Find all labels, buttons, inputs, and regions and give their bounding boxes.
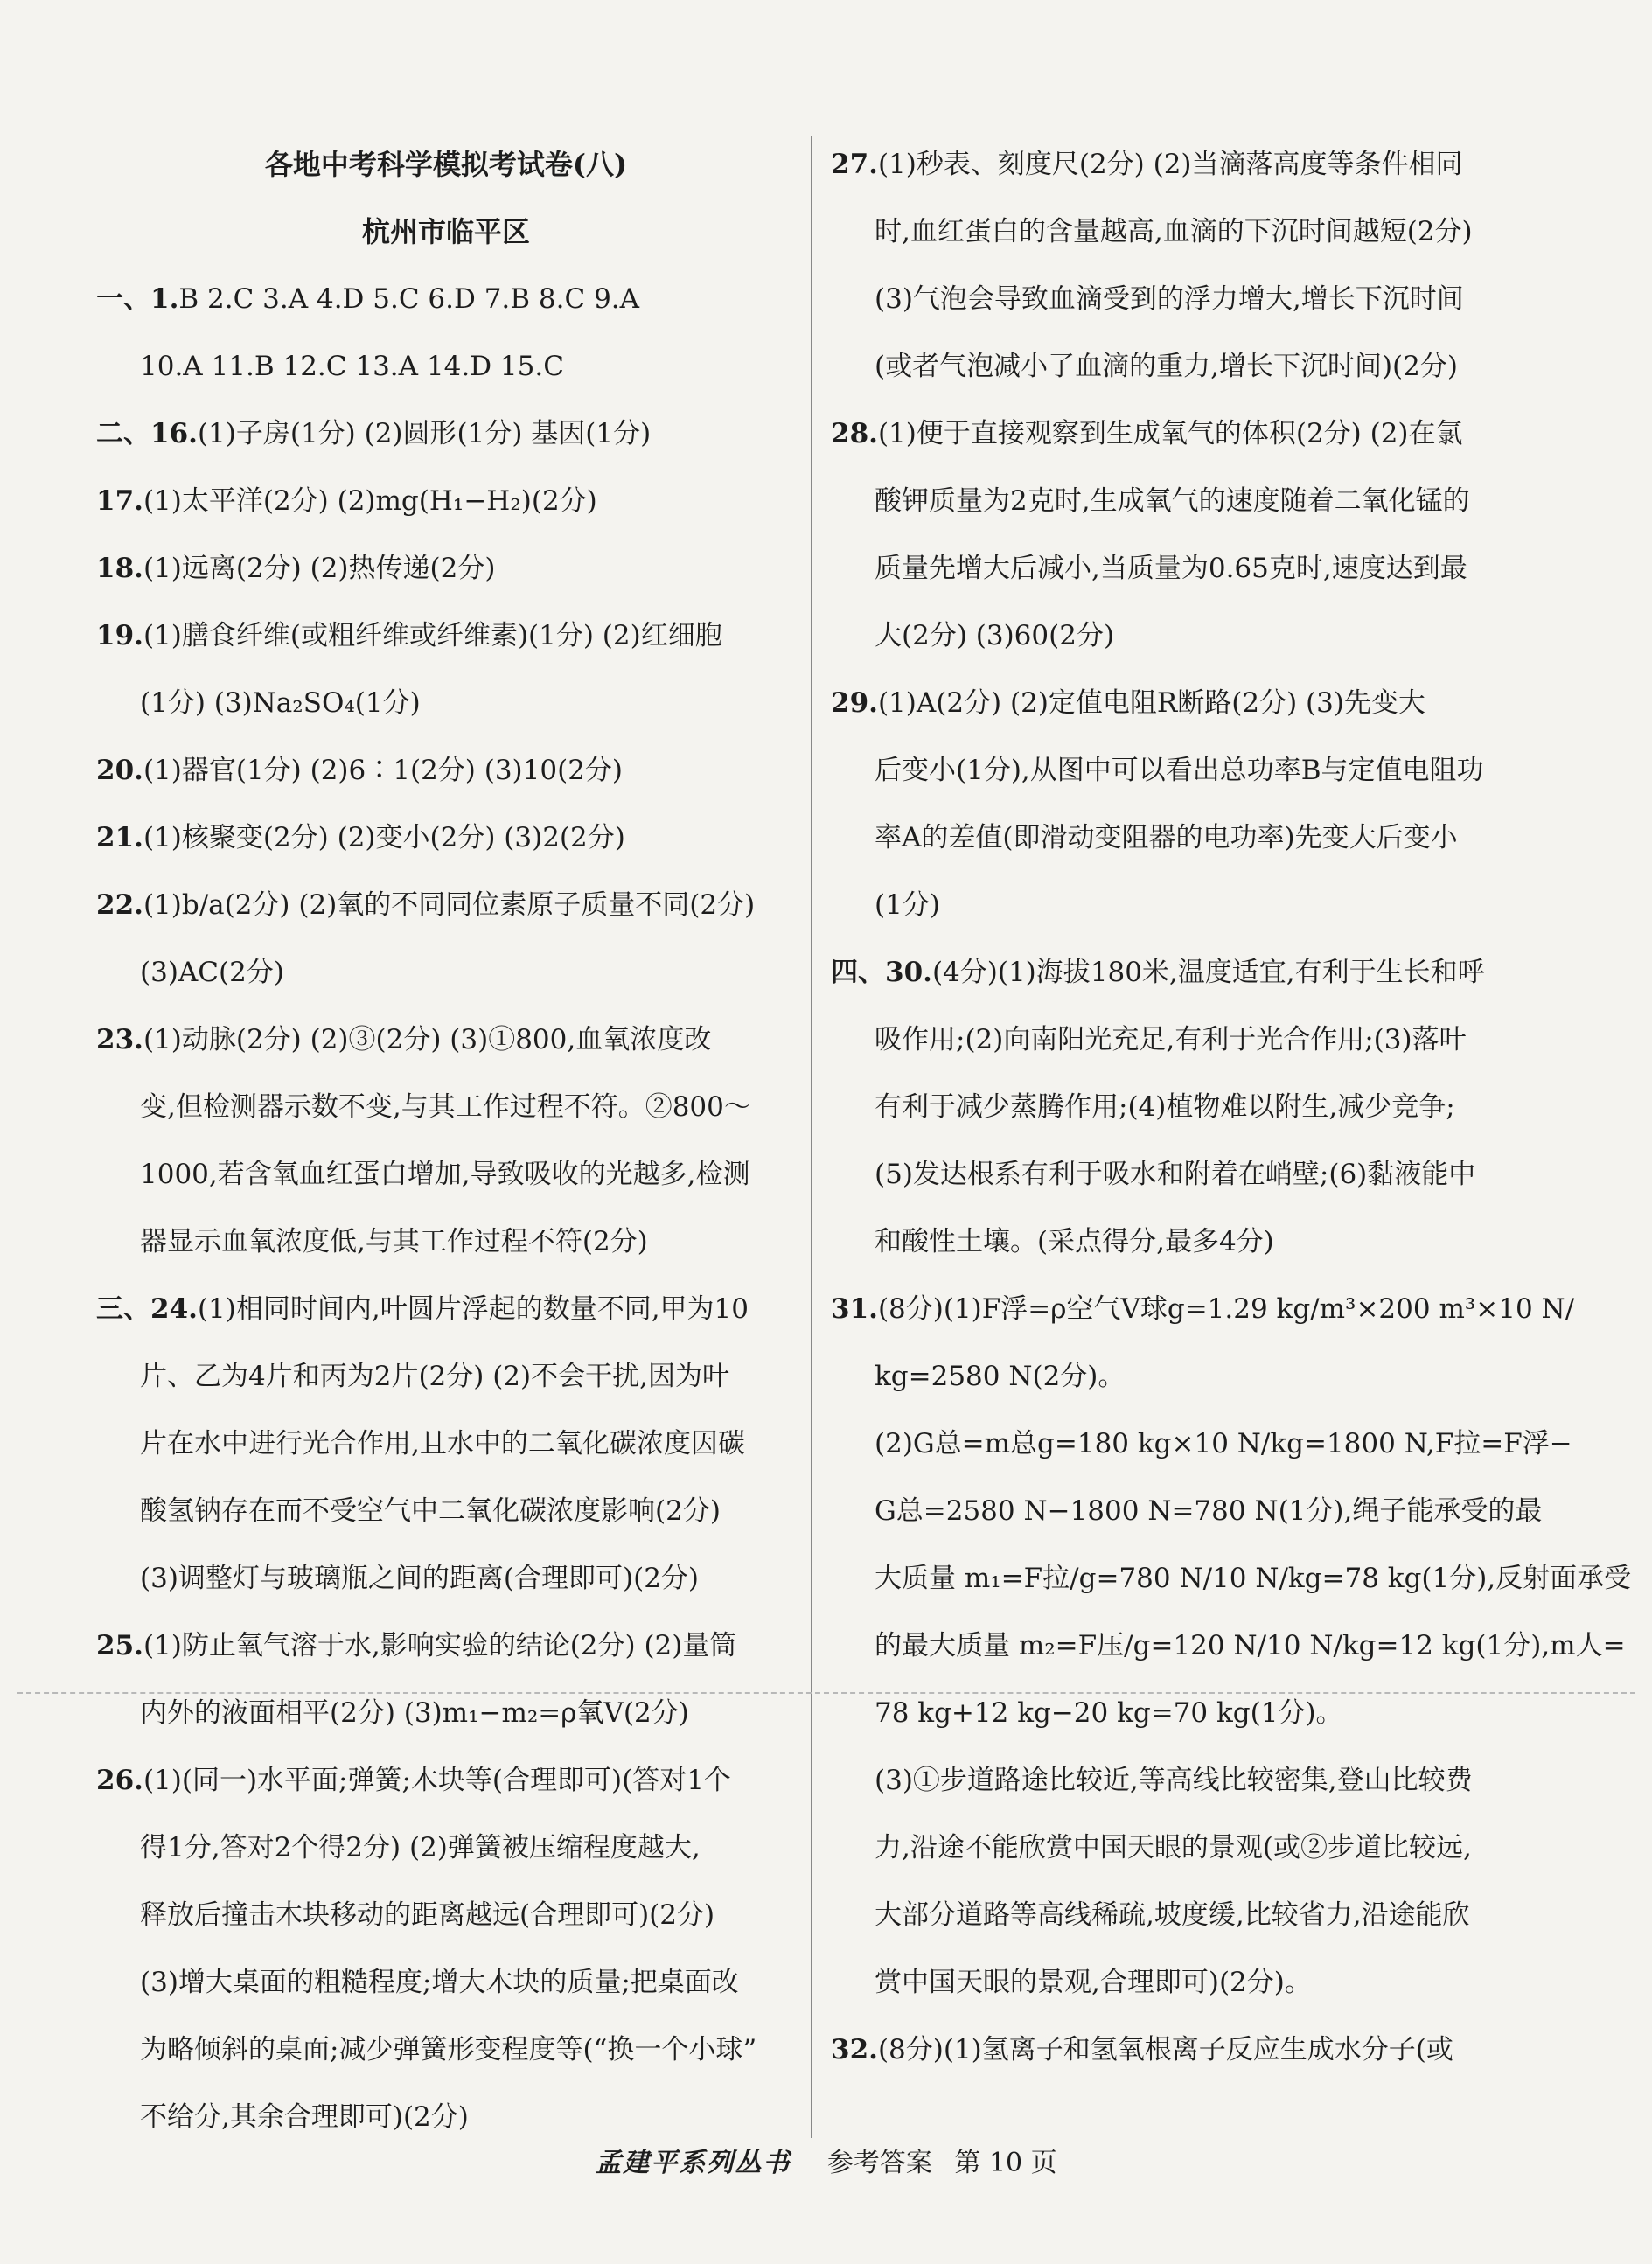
answer-text: 片在水中进行光合作用,且水中的二氧化碳浓度因碳 (140, 1428, 745, 1459)
footer-brand: 孟建平系列丛书 (595, 2148, 791, 2178)
answer-text: (1)防止氧气溶于水,影响实验的结论(2分) (2)量筒 (143, 1630, 737, 1661)
answer-text: 大质量 m₁=F拉/g=780 N/10 N/kg=78 kg(1分),反射面承受 (875, 1563, 1632, 1594)
answer-text: 为略倾斜的桌面;减少弹簧形变程度等(“换一个小球” (140, 2034, 757, 2065)
answer-line (96, 1949, 796, 2017)
answer-text: 的最大质量 m₂=F压/g=120 N/10 N/kg=12 kg(1分),m人= (875, 1630, 1626, 1661)
answer-text: 大部分道路等高线稀疏,坡度缓,比较省力,沿途能欣 (875, 1899, 1470, 1931)
answer-line (96, 333, 796, 401)
answer-line (96, 1007, 796, 1074)
answer-line (96, 872, 796, 939)
answer-text: (3)气泡会导致血滴受到的浮力增大,增长下沉时间 (875, 283, 1464, 315)
question-number: 32. (831, 2034, 878, 2065)
answer-line (831, 603, 1522, 670)
answer-text: (1)核聚变(2分) (2)变小(2分) (3)2(2分) (143, 822, 625, 853)
answer-line (96, 1209, 796, 1276)
answer-text: (3)①步道路途比较近,等高线比较密集,登山比较费 (875, 1765, 1473, 1796)
footer-page-number: 第 10 页 (954, 2148, 1057, 2178)
answer-text: 率A的差值(即滑动变阻器的电功率)先变大后变小 (875, 822, 1458, 853)
answer-line (96, 1074, 796, 1141)
answer-line (831, 1007, 1522, 1074)
answer-line (96, 1613, 796, 1680)
question-number: 18. (96, 553, 143, 584)
answer-line (831, 2017, 1522, 2084)
question-number: 四、30. (831, 957, 932, 988)
answer-line (831, 1545, 1632, 1613)
page-footer (0, 2141, 1652, 2179)
answer-line (831, 939, 1522, 1007)
question-number: 27. (831, 149, 878, 180)
page-title: 各地中考科学模拟考试卷(八) (264, 148, 628, 181)
question-number: 23. (96, 1024, 143, 1055)
answer-text: (1)(同一)水平面;弹簧;木块等(合理即可)(答对1个 (143, 1765, 731, 1796)
answer-text: (1)秒表、刻度尺(2分) (2)当滴落高度等条件相同 (877, 149, 1463, 180)
answer-text: (5)发达根系有利于吸水和附着在峭壁;(6)黏液能中 (875, 1159, 1476, 1190)
answer-text: (3)AC(2分) (140, 957, 284, 988)
answer-line (831, 805, 1522, 872)
question-number: 26. (96, 1765, 143, 1796)
answer-line (96, 468, 796, 535)
answer-line (96, 1747, 796, 1815)
left-column (96, 131, 796, 2151)
answer-text: (8分)(1)F浮=ρ空气V球g=1.29 kg/m³×200 m³×10 N/ (877, 1293, 1575, 1325)
page-subtitle: 杭州市临平区 (361, 215, 530, 248)
answer-text: G总=2580 N−1800 N=780 N(1分),绳子能承受的最 (875, 1495, 1543, 1527)
answer-line (831, 1613, 1626, 1680)
answer-line (831, 401, 1522, 468)
answer-line (96, 535, 796, 603)
answer-text: 赏中国天眼的景观,合理即可)(2分)。 (875, 1967, 1312, 1998)
answer-text: (1)器官(1分) (2)6∶1(2分) (3)10(2分) (143, 755, 624, 786)
answer-line (96, 670, 796, 737)
answer-text: (1)相同时间内,叶圆片浮起的数量不同,甲为10 (197, 1293, 749, 1325)
answer-text: kg=2580 N(2分)。 (875, 1361, 1126, 1392)
right-column (831, 131, 1632, 2084)
answer-line (96, 805, 796, 872)
answer-text: B 2.C 3.A 4.D 5.C 6.D 7.B 8.C 9.A (178, 283, 640, 315)
answer-line (831, 1815, 1522, 1882)
answer-text: 不给分,其余合理即可)(2分) (140, 2101, 469, 2133)
answer-line (831, 199, 1522, 266)
answer-line (96, 1815, 796, 1882)
answer-line (96, 401, 796, 468)
answer-line (831, 266, 1522, 333)
question-number: 31. (831, 1293, 878, 1325)
question-number: 21. (96, 822, 143, 853)
answer-line (96, 266, 796, 333)
answer-line (831, 131, 1522, 199)
answer-line (831, 1074, 1522, 1141)
answer-line (831, 1478, 1543, 1545)
answer-text: 和酸性土壤。(采点得分,最多4分) (875, 1226, 1274, 1257)
answer-text: 有利于减少蒸腾作用;(4)植物难以附生,减少竞争; (875, 1091, 1455, 1123)
answer-line (96, 1141, 796, 1209)
answer-text: 10.A 11.B 12.C 13.A 14.D 15.C (140, 351, 564, 382)
question-number: 19. (96, 620, 143, 651)
answer-text: 力,沿途不能欣赏中国天眼的景观(或②步道比较远, (875, 1832, 1472, 1863)
question-number: 三、24. (96, 1293, 198, 1325)
answer-text: (3)增大桌面的粗糙程度;增大木块的质量;把桌面改 (140, 1967, 739, 1998)
answer-text: (3)调整灯与玻璃瓶之间的距离(合理即可)(2分) (140, 1563, 700, 1594)
answer-line (96, 2017, 796, 2084)
answer-text: 得1分,答对2个得2分) (2)弹簧被压缩程度越大, (140, 1832, 701, 1863)
answer-text: 内外的液面相平(2分) (3)m₁−m₂=ρ氧V(2分) (140, 1697, 689, 1729)
footer-section: 参考答案 (826, 2148, 932, 2178)
question-number: 29. (831, 687, 878, 719)
answer-text: (1)便于直接观察到生成氧气的体积(2分) (2)在氯 (877, 418, 1463, 449)
answer-line (96, 1680, 796, 1747)
answer-text: 释放后撞击木块移动的距离越远(合理即可)(2分) (140, 1899, 715, 1931)
answer-text: (8分)(1)氢离子和氢氧根离子反应生成水分子(或 (877, 2034, 1453, 2065)
answer-text: 大(2分) (3)60(2分) (875, 620, 1115, 651)
answer-text: 时,血红蛋白的含量越高,血滴的下沉时间越短(2分) (875, 216, 1473, 247)
answer-line (831, 1747, 1522, 1815)
answer-line (96, 1276, 796, 1343)
scan-fold-line (17, 1692, 1635, 1694)
answer-line (831, 333, 1522, 401)
answer-text: 片、乙为4片和丙为2片(2分) (2)不会干扰,因为叶 (140, 1361, 729, 1392)
answer-text: (4分)(1)海拔180米,温度适宜,有利于生长和呼 (931, 957, 1485, 988)
question-number: 25. (96, 1630, 143, 1661)
answer-line (831, 1882, 1522, 1949)
answer-line (831, 1949, 1522, 2017)
answer-text: 酸氢钠存在而不受空气中二氧化碳浓度影响(2分) (140, 1495, 721, 1527)
answer-line (96, 939, 796, 1007)
answer-line (831, 1411, 1572, 1478)
answer-text: (1分) (3)Na₂SO₄(1分) (140, 687, 421, 719)
answer-line (96, 603, 796, 670)
answer-line (831, 535, 1522, 603)
question-number: 17. (96, 485, 143, 517)
answer-line (96, 1411, 796, 1478)
answer-line (831, 872, 1522, 939)
answer-line (96, 1343, 796, 1411)
answer-text: 变,但检测器示数不变,与其工作过程不符。②800～ (140, 1091, 751, 1123)
answer-text: (1)b/a(2分) (2)氧的不同同位素原子质量不同(2分) (143, 889, 756, 921)
answer-line (96, 1478, 796, 1545)
answer-text: (2)G总=m总g=180 kg×10 N/kg=1800 N,F拉=F浮− (875, 1428, 1572, 1459)
answer-line (96, 1882, 796, 1949)
question-number: 一、1. (96, 283, 179, 315)
answer-line (831, 670, 1522, 737)
answer-line (831, 1141, 1522, 1209)
answer-line (831, 1209, 1522, 1276)
answer-text: (1)太平洋(2分) (2)mg(H₁−H₂)(2分) (143, 485, 597, 517)
answer-text: (1)远离(2分) (2)热传递(2分) (143, 553, 496, 584)
answer-line (96, 1545, 796, 1613)
answer-text: (1)子房(1分) (2)圆形(1分) 基因(1分) (197, 418, 652, 449)
answer-line (831, 468, 1522, 535)
answer-text: 质量先增大后减小,当质量为0.65克时,速度达到最 (875, 553, 1467, 584)
answer-text: (1)膳食纤维(或粗纤维或纤维素)(1分) (2)红细胞 (143, 620, 722, 651)
question-number: 二、16. (96, 418, 198, 449)
answer-line (831, 1680, 1522, 1747)
answer-text: (或者气泡减小了血滴的重力,增长下沉时间)(2分) (875, 351, 1458, 382)
answer-text: (1)动脉(2分) (2)③(2分) (3)①800,血氧浓度改 (143, 1024, 712, 1055)
question-number: 28. (831, 418, 878, 449)
question-number: 22. (96, 889, 143, 921)
answer-line (831, 1276, 1575, 1343)
answer-text: 78 kg+12 kg−20 kg=70 kg(1分)。 (875, 1697, 1343, 1729)
answer-line (831, 737, 1522, 805)
answer-text: 1000,若含氧血红蛋白增加,导致吸收的光越多,检测 (140, 1159, 750, 1190)
answer-text: 后变小(1分),从图中可以看出总功率B与定值电阻功 (875, 755, 1484, 786)
answer-line (831, 1343, 1522, 1411)
answer-text: 吸作用;(2)向南阳光充足,有利于光合作用;(3)落叶 (875, 1024, 1467, 1055)
answer-text: 酸钾质量为2克时,生成氧气的速度随着二氧化锰的 (875, 485, 1470, 517)
answer-text: (1)A(2分) (2)定值电阻R断路(2分) (3)先变大 (877, 687, 1425, 719)
answer-text: 器显示血氧浓度低,与其工作过程不符(2分) (140, 1226, 648, 1257)
column-divider (811, 136, 812, 2138)
question-number: 20. (96, 755, 143, 786)
answer-line (96, 737, 796, 805)
answer-text: (1分) (875, 889, 940, 921)
